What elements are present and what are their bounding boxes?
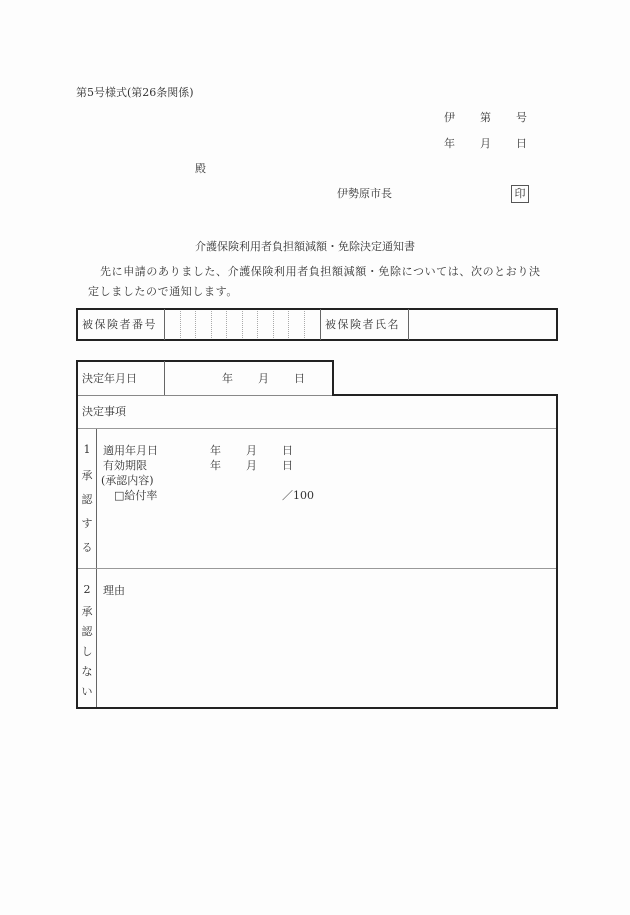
body-text-line2: 定しましたので通知します。 (88, 285, 238, 298)
reject-number: 2 (83, 583, 91, 596)
body-text-line1: 先に申請のありました、介護保険利用者負担額減額・免除については、次のとおり決 (100, 265, 541, 278)
valid-until-year: 年 (210, 459, 221, 472)
divider (320, 309, 321, 340)
reason-input[interactable] (102, 600, 552, 704)
approval-content-label: (承認内容) (101, 474, 154, 487)
apply-date-day: 日 (282, 444, 293, 457)
issue-date-year: 年 (444, 137, 455, 150)
digit-divider (288, 311, 289, 338)
insured-name-label: 被保険者氏名 (325, 318, 400, 331)
digit-divider (273, 311, 274, 338)
addressee-suffix: 殿 (195, 162, 206, 175)
apply-date-year: 年 (210, 444, 221, 457)
divider (78, 428, 556, 429)
digit-divider (226, 311, 227, 338)
doc-number-dai: 第 (480, 111, 491, 124)
issue-date-month: 月 (480, 137, 491, 150)
seal-box: 印 (511, 185, 529, 203)
apply-date-label: 適用年月日 (103, 444, 158, 457)
doc-number-go: 号 (516, 111, 527, 124)
divider (78, 395, 332, 396)
digit-divider (195, 311, 196, 338)
table-top-edge (332, 394, 558, 396)
digit-divider (304, 311, 305, 338)
benefit-rate-suffix: ／100 (282, 489, 314, 502)
benefit-rate-checkbox[interactable]: □給付率 (114, 489, 158, 502)
apply-date-month: 月 (246, 444, 257, 457)
digit-divider (257, 311, 258, 338)
decision-date-month: 月 (258, 372, 269, 385)
valid-until-day: 日 (282, 459, 293, 472)
issuer-name: 伊勢原市長 (337, 187, 392, 200)
approve-number: 1 (83, 443, 91, 456)
reject-vertical-label: 2 承 認 し な い (79, 583, 95, 703)
decision-date-label: 決定年月日 (82, 372, 137, 385)
decision-date-input[interactable] (165, 362, 332, 394)
insured-number-label: 被保険者番号 (82, 318, 157, 331)
divider (78, 568, 556, 569)
decision-matters-label: 決定事項 (82, 405, 126, 418)
document-title: 介護保険利用者負担額減額・免除決定通知書 (195, 240, 415, 253)
digit-divider (180, 311, 181, 338)
digit-divider (211, 311, 212, 338)
valid-until-label: 有効期限 (103, 459, 147, 472)
approve-vertical-label: 1 承 認 す る (79, 443, 95, 563)
digit-divider (242, 311, 243, 338)
decision-date-year: 年 (222, 372, 233, 385)
valid-until-month: 月 (246, 459, 257, 472)
reason-label: 理由 (103, 584, 125, 597)
doc-number-prefix: 伊 (444, 111, 455, 124)
issue-date-day: 日 (516, 137, 527, 150)
decision-date-day: 日 (294, 372, 305, 385)
form-number: 第5号様式(第26条関係) (76, 86, 194, 99)
insured-name-input[interactable] (409, 310, 555, 339)
